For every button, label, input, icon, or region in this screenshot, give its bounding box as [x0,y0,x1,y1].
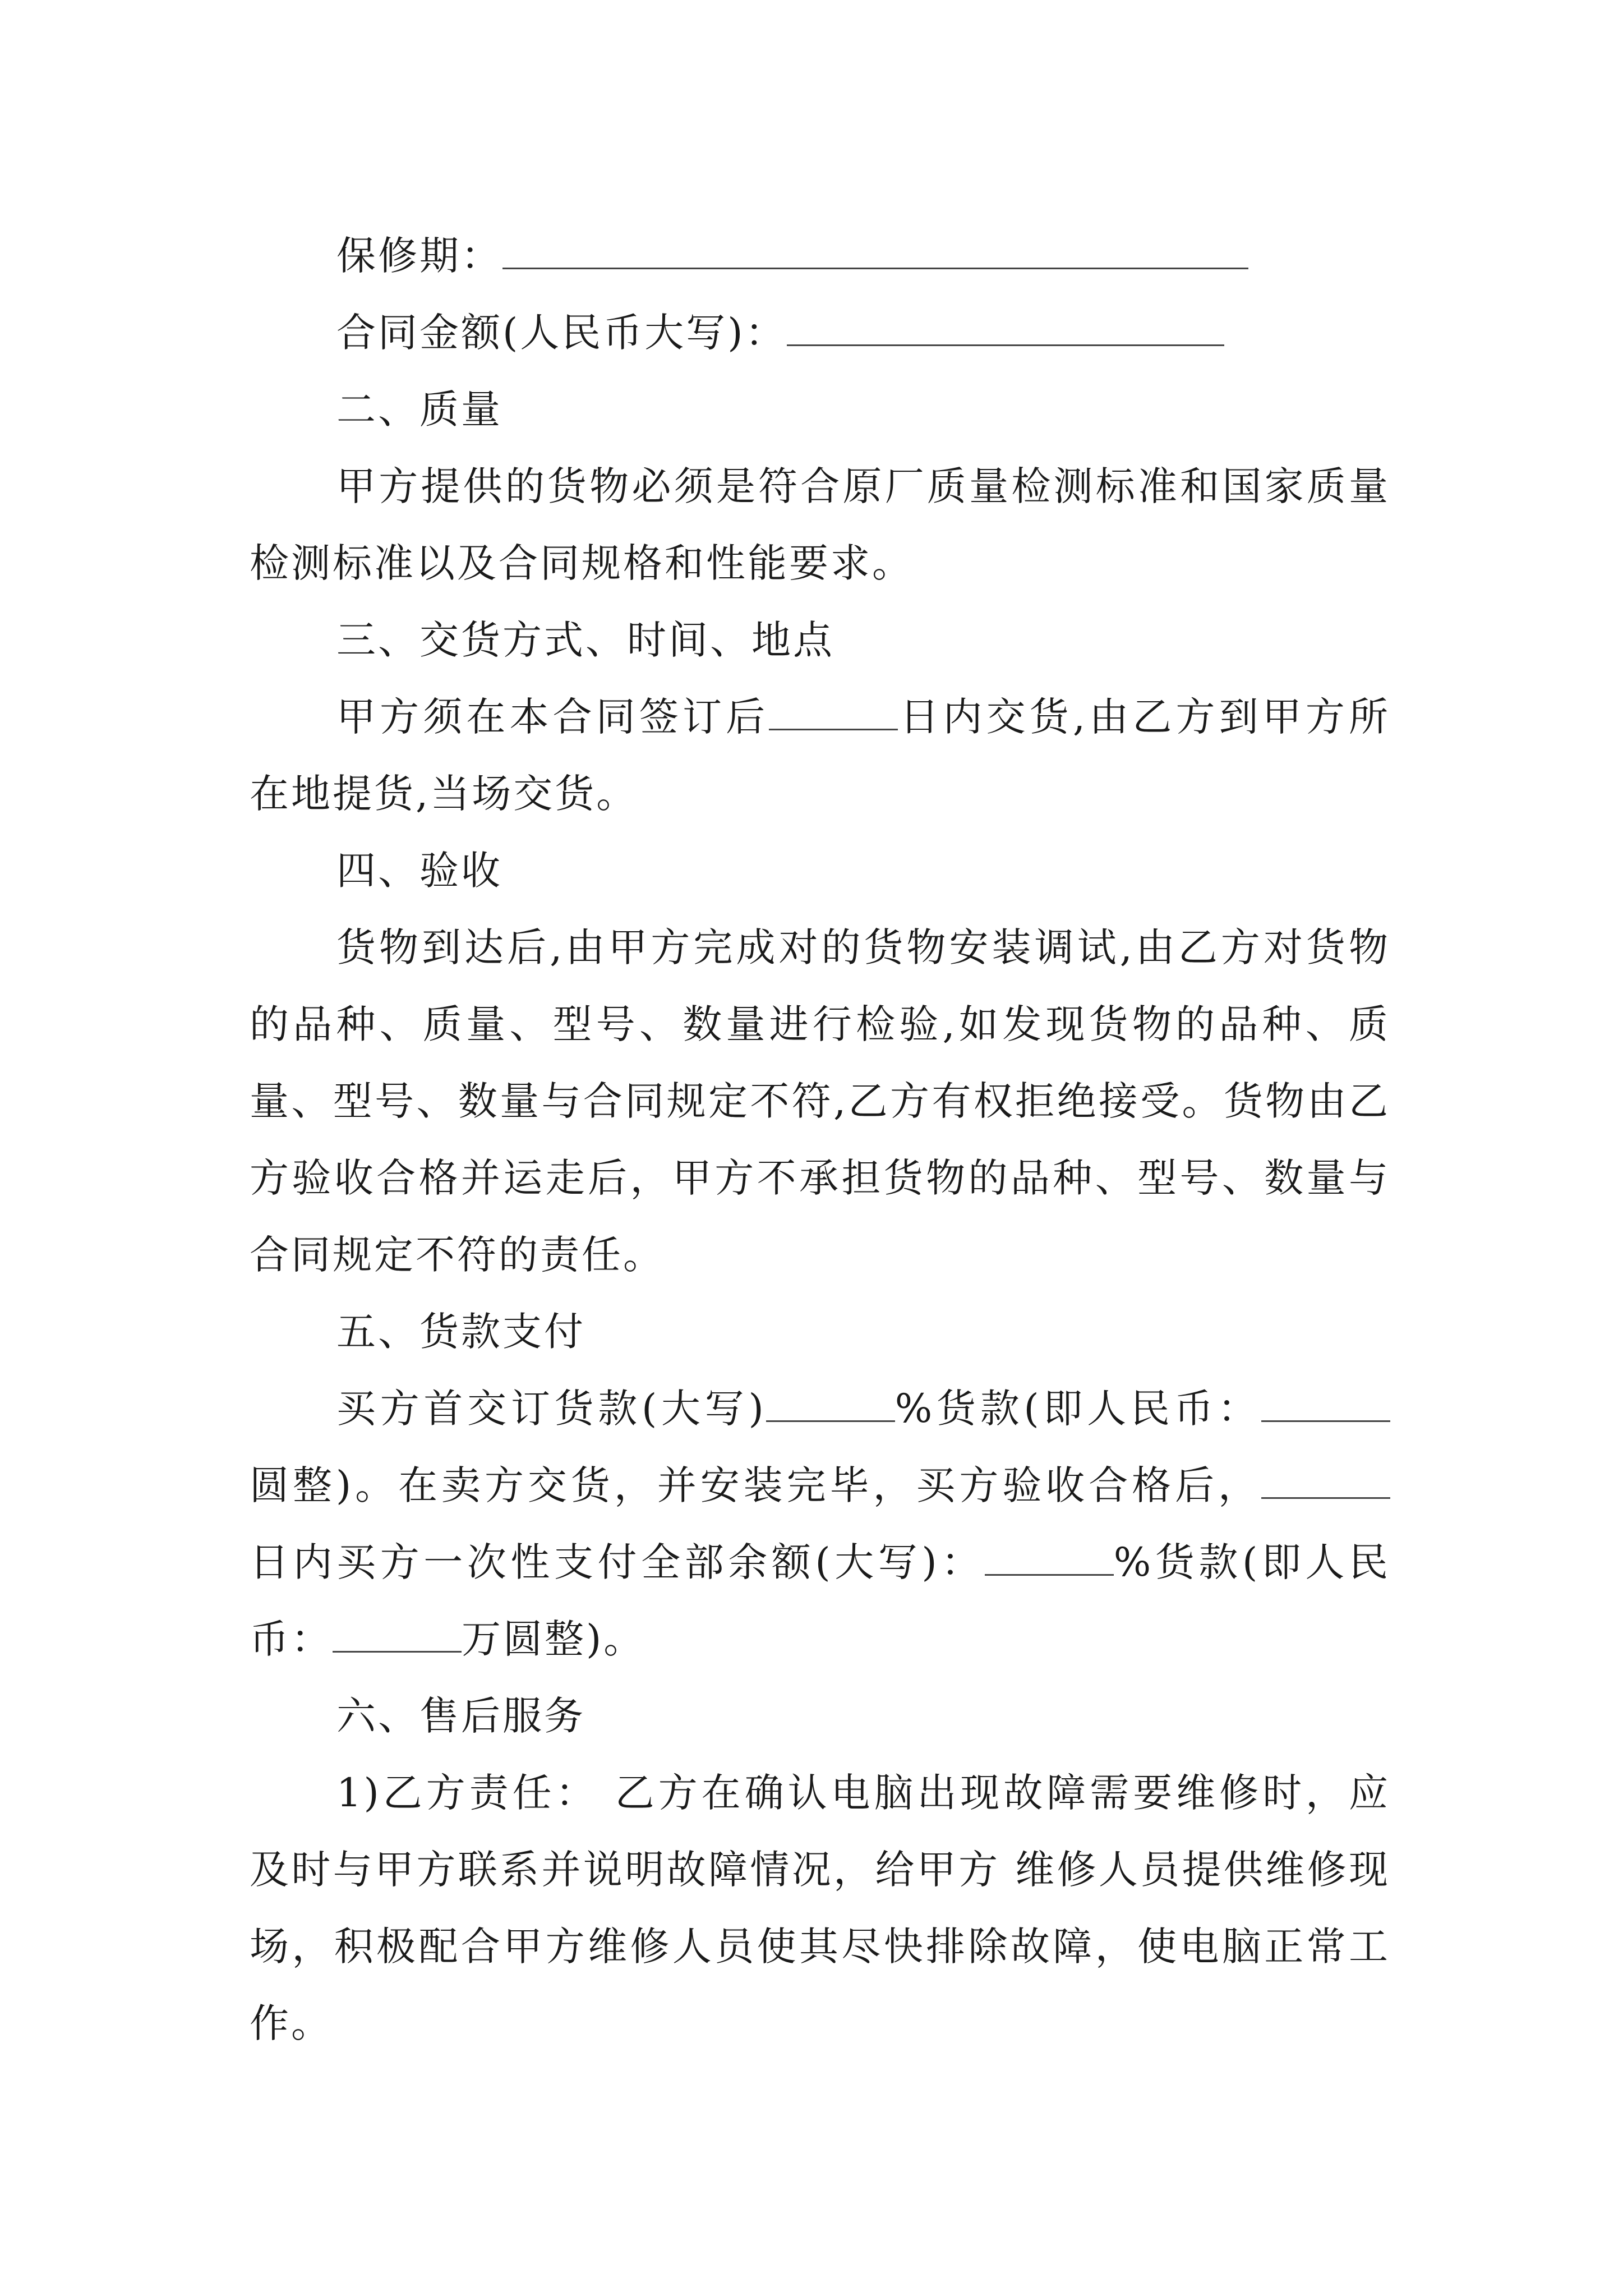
contract-amount-line [250,295,1390,371]
section-5-part-2: %货款(即人民币： [895,1386,1261,1432]
warranty-blank[interactable] [502,234,1248,269]
section-6-heading: 六、售后服务 [336,1693,585,1739]
section-2-heading: 二、质量 [336,386,502,432]
delivery-days-blank[interactable] [769,695,898,730]
deposit-rmb-blank[interactable] [1261,1387,1390,1422]
section-3-heading: 三、交货方式、时间、地点 [336,617,834,663]
section-5-heading: 五、货款支付 [336,1309,585,1355]
contract-body [250,218,1390,2062]
contract-amount-blank[interactable] [787,311,1224,346]
payment-days-blank[interactable] [1261,1464,1390,1499]
section-5-part-1: 买方首交订货款(大写) [336,1386,766,1432]
section-5-part-4: 日内买方一次性支付全部余额(大写)： [250,1539,985,1585]
section-4-body: 货物到达后,由甲方完成对的货物安装调试,由乙方对货物的品种、质量、型号、数量进行检验,如发现货物的品种、质量、型号、数量与合同规定不符,乙方有权拒绝接受。货物由乙方验收合格并运走后，甲方不承担货物的品种、型号、数量与合同规定不符的责任。 [250,924,1390,1278]
section-5-body [250,1370,1390,1678]
section-3-body [250,679,1390,832]
section-5-part-5: %货款(即人民币： [250,1539,1390,1662]
section-5-part-3: 圆整)。在卖方交货，并安装完毕，买方验收合格后， [250,1462,1261,1508]
deposit-amount-blank[interactable] [766,1387,895,1422]
warranty-line [250,218,1390,295]
warranty-label: 保修期： [336,233,502,279]
section-6-item-1: 1)乙方责任： 乙方在确认电脑出现故障需要维修时，应及时与甲方联系并说明故障情况，给甲方 维修人员提供维修现场，积极配合甲方维修人员使其尽快排除故障，使电脑正常工作。 [250,1770,1390,2046]
contract-amount-label: 合同金额(人民币大写)： [336,310,787,356]
balance-percent-blank[interactable] [985,1540,1114,1576]
section-4-heading: 四、验收 [336,848,502,894]
balance-rmb-blank[interactable] [333,1617,462,1653]
section-5-part-6: 万圆整)。 [462,1616,645,1662]
section-2-body: 甲方提供的货物必须是符合原厂质量检测标准和国家质量检测标准以及合同规格和性能要求。 [250,463,1390,586]
section-3-body-b: 日内交货,由乙方到甲方所在地提货,当场交货。 [250,694,1390,817]
section-3-body-a: 甲方须在本合同签订后 [336,694,769,740]
